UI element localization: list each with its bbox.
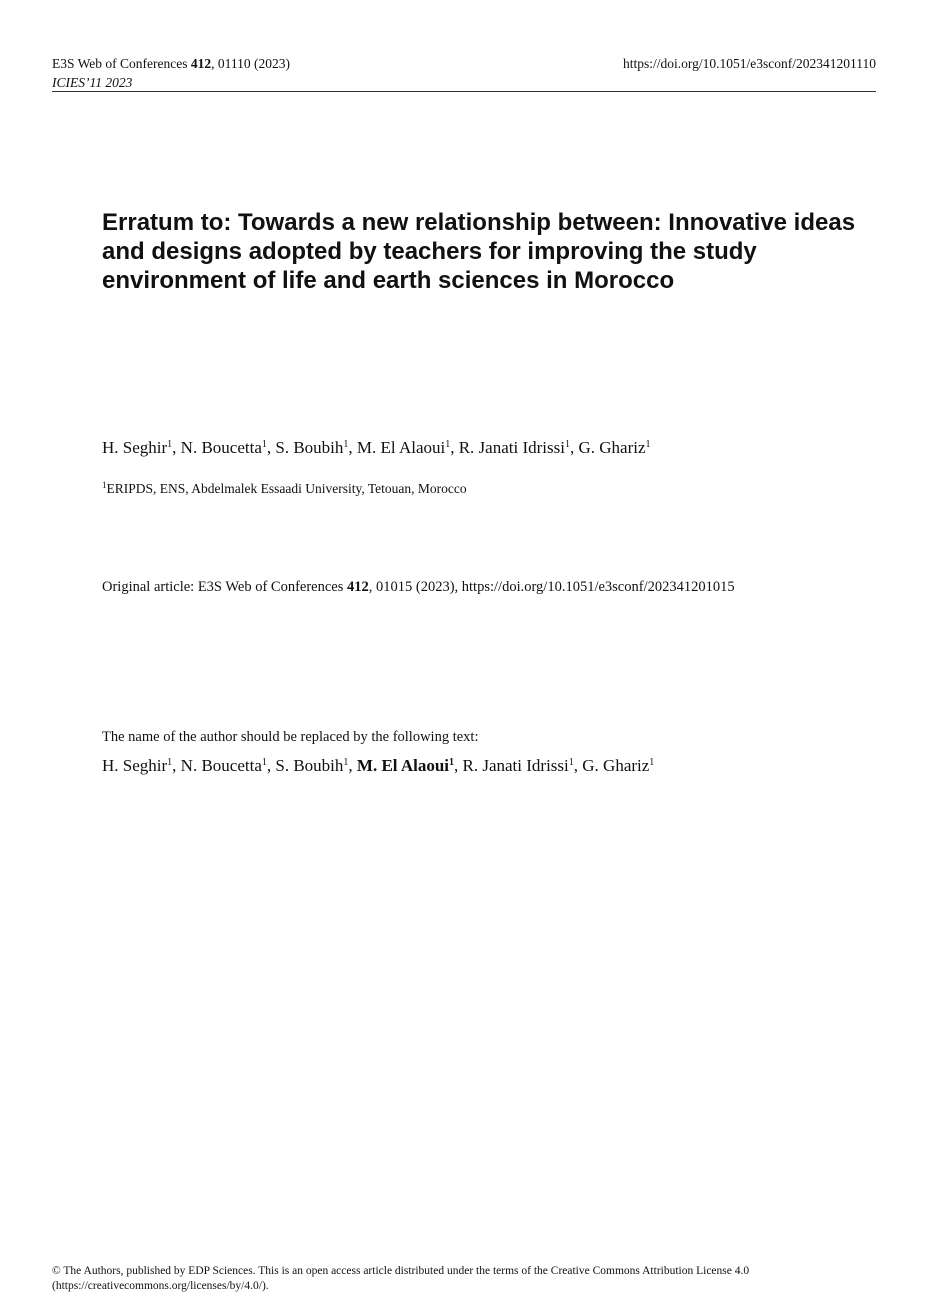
author-separator: , (454, 756, 463, 775)
journal-citation (52, 55, 290, 73)
conference-name: ICIES’11 2023 (52, 75, 133, 90)
author-separator: , (569, 438, 579, 457)
author-name: G. Ghariz (578, 438, 646, 457)
author-affiliation-marker: 1 (261, 439, 267, 450)
author-affiliation-marker: 1 (343, 439, 349, 450)
author-separator: , (172, 756, 181, 775)
author (275, 438, 357, 457)
header-divider (52, 91, 876, 92)
author-affiliation-marker: 1 (568, 757, 574, 768)
author-affiliation-marker: 1 (649, 757, 655, 768)
author-affiliation-marker: 1 (167, 757, 173, 768)
author-affiliation-marker: 1 (343, 757, 349, 768)
author-separator: , (172, 438, 181, 457)
corrected-author (357, 756, 454, 775)
correction-note: The name of the author should be replaced by the following text: (102, 729, 479, 745)
author-affiliation-marker: 1 (261, 757, 267, 768)
author-separator: , (266, 438, 276, 457)
original-article-prefix: Original article: E3S Web of Conferences (102, 579, 347, 595)
original-article-citation[interactable]: , 01015 (2023), https://doi.org/10.1051/e3sconf/202341201015 (368, 579, 735, 595)
author-list (102, 437, 651, 459)
author-separator: , (348, 756, 357, 775)
corrected-author-list (102, 755, 654, 777)
author-affiliation-marker: 1 (445, 439, 451, 450)
author (463, 756, 583, 775)
author-affiliation-marker: 1 (449, 757, 455, 768)
author-name: M. El Alaoui (356, 756, 450, 775)
journal-volume: 412 (190, 56, 212, 71)
author-name: M. El Alaoui (356, 438, 446, 457)
author-name: H. Seghir (102, 756, 168, 775)
author (578, 438, 650, 457)
author (181, 438, 276, 457)
author-affiliation-marker: 1 (645, 439, 651, 450)
author-name: R. Janati Idrissi (462, 756, 569, 775)
author-separator: , (450, 438, 459, 457)
original-article-reference (102, 577, 735, 597)
author-name: S. Boubih (275, 756, 344, 775)
author-affiliation-marker: 1 (564, 439, 570, 450)
author (459, 438, 579, 457)
author-name: R. Janati Idrissi (458, 438, 565, 457)
license-link[interactable]: (https://creativecommons.org/licenses/by/4.0/). (52, 1280, 269, 1292)
license-footer (52, 1264, 878, 1294)
author-name: S. Boubih (275, 438, 344, 457)
author-separator: , (573, 756, 583, 775)
author-separator: , (266, 756, 276, 775)
author-separator: , (348, 438, 357, 457)
author (181, 756, 276, 775)
author-name: N. Boucetta (180, 756, 262, 775)
author (582, 756, 654, 775)
author-affiliation-marker: 1 (167, 439, 173, 450)
author (357, 438, 459, 457)
license-text: © The Authors, published by EDP Sciences. This is an open access article distributed under the terms of the Creative Commons Attribution License 4.0 (52, 1265, 750, 1277)
affiliation-text: ERIPDS, ENS, Abdelmalek Essaadi University, Tetouan, Morocco (106, 481, 467, 496)
author-name: G. Ghariz (582, 756, 650, 775)
author (275, 756, 357, 775)
author (102, 438, 181, 457)
affiliation-marker: 1 (102, 480, 107, 490)
author-name: H. Seghir (102, 438, 168, 457)
author-name: N. Boucetta (180, 438, 262, 457)
paper-title: Erratum to: Towards a new relationship between: Innovative ideas and designs adopted by teachers for improving the study environment of life and earth sciences in Morocco (102, 209, 856, 294)
affiliation (102, 480, 467, 498)
header-doi-link[interactable]: https://doi.org/10.1051/e3sconf/202341201110 (623, 56, 876, 71)
original-article-volume: 412 (347, 579, 369, 595)
journal-name: E3S Web of Conferences (52, 56, 191, 71)
author (102, 756, 181, 775)
article-number: , 01110 (2023) (211, 56, 291, 71)
